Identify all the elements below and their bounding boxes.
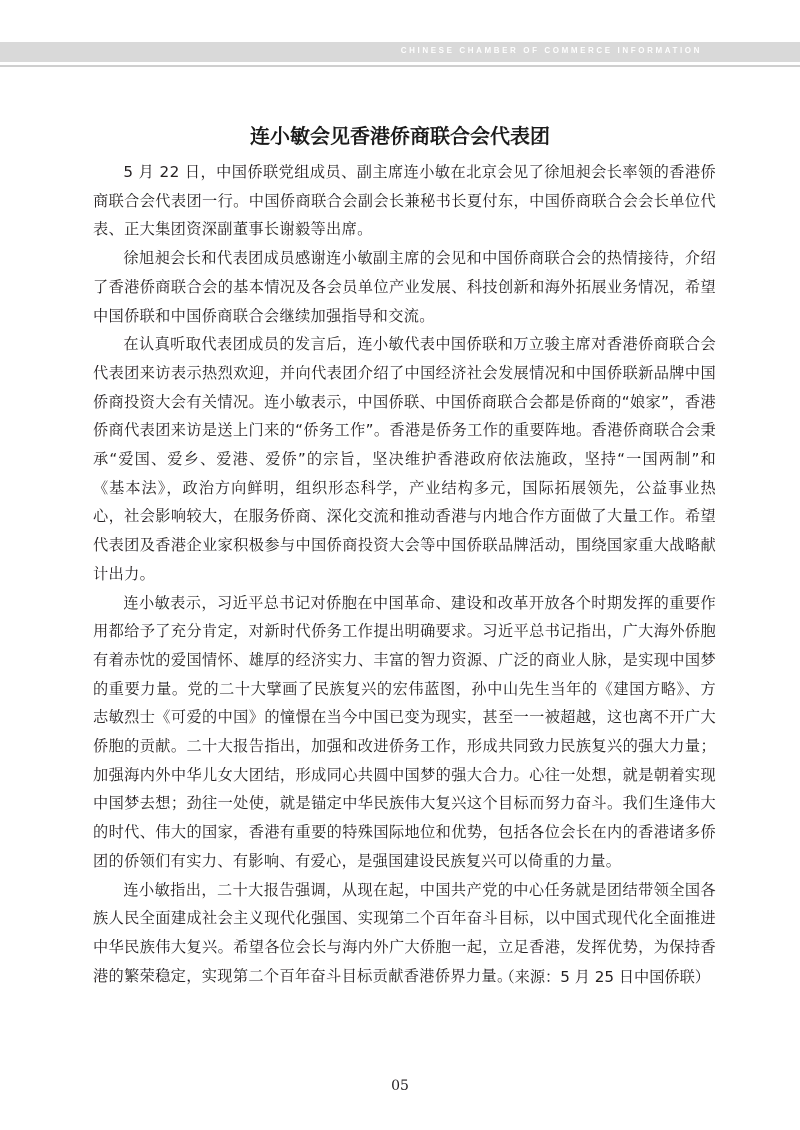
publication-banner: CHINESE CHAMBER OF COMMERCE INFORMATION xyxy=(400,46,702,55)
paragraph-4: 连小敏表示，习近平总书记对侨胞在中国革命、建设和改革开放各个时期发挥的重要作用都给予了充分肯定，对新时代侨务工作提出明确要求。习近平总书记指出，广大海外侨胞有着赤忱的爱国情怀、雄厚的经济实力、丰富的智力资源、广泛的商业人脉，是实现中国梦的重要力量。党的二十大擘画了民族复兴的宏伟蓝图，孙中山先生当年的《建国方略》、方志敏烈士《可爱的中国》的憧憬在当今中国已变为现实，甚至一一被超越，这也离不开广大侨胞的贡献。二十大报告指出，加强和改进侨务工作，形成共同致力民族复兴的强大力量；加强海内外中华儿女大团结，形成同心共圆中国梦的强大合力。心往一处想，就是朝着实现中国梦去想；劲往一处使，就是锚定中华民族伟大复兴这个目标而努力奋斗。我们生逢伟大的时代、伟大的国家，香港有重要的特殊国际地位和优势，包括各位会长在内的香港诸多侨团的侨领们有实力、有影响、有爱心，是强国建设民族复兴可以倚重的力量。 xyxy=(93,593,716,870)
header-rule xyxy=(0,65,800,67)
paragraph-3: 在认真听取代表团成员的发言后，连小敏代表中国侨联和万立骏主席对香港侨商联合会代表团来访表示热烈欢迎，并向代表团介绍了中国经济社会发展情况和中国侨联新品牌中国侨商投资大会有关情况。连小敏表示，中国侨联、中国侨商联合会都是侨商的“娘家”，香港侨商代表团来访是送上门来的“侨务工作”。香港是侨务工作的重要阵地。香港侨商联合会秉承“爱国、爱乡、爱港、爱侨”的宗旨，坚决维护香港政府依法施政，坚持“一国两制”和《基本法》，政治方向鲜明，组织形态科学，产业结构多元，国际拓展领先，公益事业热心，社会影响较大，在服务侨商、深化交流和推动香港与内地合作方面做了大量工作。希望代表团及香港企业家积极参与中国侨商投资大会等中国侨联品牌活动，围绕国家重大战略献计出力。 xyxy=(93,335,716,583)
paragraph-2: 徐旭昶会长和代表团成员感谢连小敏副主席的会见和中国侨商联合会的热情接待，介绍了香港侨商联合会的基本情况及各会员单位产业发展、科技创新和海外拓展业务情况，希望中国侨联和中国侨商联合会继续加强指导和交流。 xyxy=(93,249,716,325)
paragraph-5: 连小敏指出，二十大报告强调，从现在起，中国共产党的中心任务就是团结带领全国各族人民全面建成社会主义现代化强国、实现第二个百年奋斗目标，以中国式现代化全面推进中华民族伟大复兴。希望各位会长与海内外广大侨胞一起，立足香港，发挥优势，为保持香港的繁荣稳定，实现第二个百年奋斗目标贡献香港侨界力量。 xyxy=(93,880,716,985)
article-body xyxy=(93,158,716,990)
source-note: （来源：5 月 25 日中国侨联） xyxy=(499,968,710,986)
page-number: 05 xyxy=(391,1078,409,1094)
paragraph-1: 5 月 22 日，中国侨联党组成员、副主席连小敏在北京会见了徐旭昶会长率领的香港侨商联合会代表团一行。中国侨商联合会副会长兼秘书长夏付东，中国侨商联合会会长单位代表、正大集团资深副董事长谢毅等出席。 xyxy=(93,163,716,239)
article-title: 连小敏会见香港侨商联合会代表团 xyxy=(250,124,550,148)
